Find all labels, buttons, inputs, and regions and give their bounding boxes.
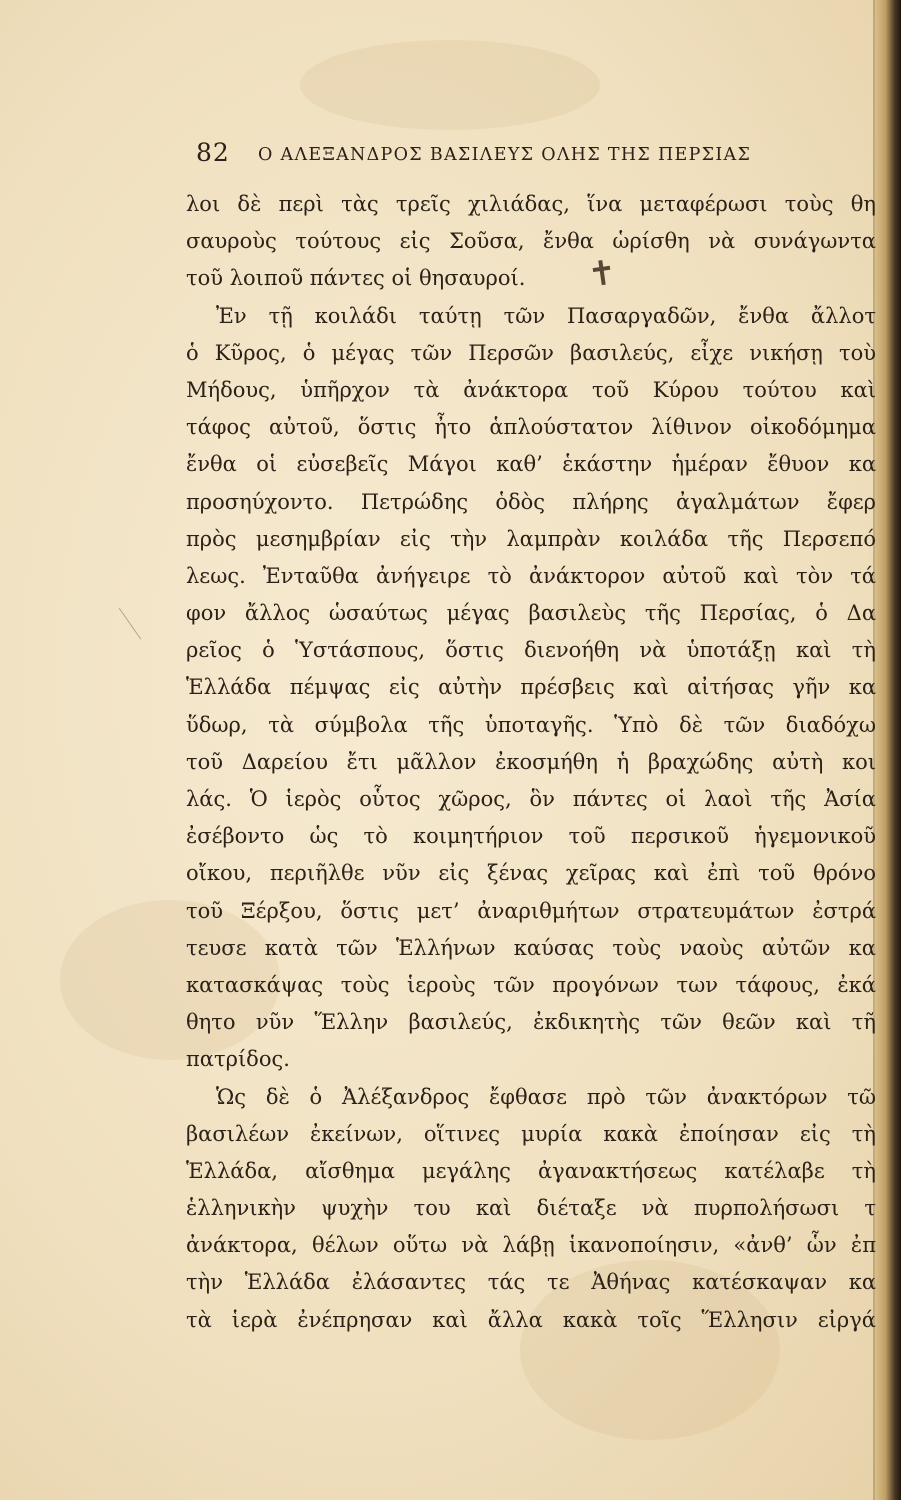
text-line: Ὡς δὲ ὁ Ἀλέξανδρος ἔφθασε πρὸ τῶν ἀνακτόρων τῶ (216, 1084, 876, 1109)
text-line: τοῦ λοιποῦ πάντες οἱ θησαυροί. (186, 266, 526, 291)
text-line: Ἑλλάδα πέμψας εἰς αὐτὴν πρέσβεις καὶ αἰτήσας γῆν κα (186, 675, 876, 700)
text-line: λάς. Ὁ ἱερὸς οὗτος χῶρος, ὃν πάντες οἱ λαοὶ τῆς Ἀσία (186, 787, 876, 811)
text-line: ἑλληνικὴν ψυχὴν του καὶ διέταξε νὰ πυρπολήσωσι τ (186, 1196, 876, 1221)
text-line: τοῦ Ξέρξου, ὅστις μετ’ ἀναριθμήτων στρατευμάτων ἐστρά (186, 898, 876, 923)
text-line: βασιλέων ἐκείνων, οἵτινες μυρία κακὰ ἐποίησαν εἰς τὴ (186, 1121, 876, 1146)
text-line: προσηύχοντο. Πετρώδης ὁδὸς πλήρης ἀγαλμάτων ἔφερ (186, 489, 876, 514)
text-line: τευσε κατὰ τῶν Ἑλλήνων καύσας τοὺς ναοὺς αὐτῶν κα (186, 935, 876, 960)
text-line: ἐσέβοντο ὡς τὸ κοιμητήριον τοῦ περσικοῦ ἡγεμονικοῦ (186, 824, 876, 849)
book-spine-edge (875, 0, 901, 1500)
pencil-stroke-mark (119, 599, 155, 640)
text-line: ρεῖος ὁ Ὑστάσπους, ὅστις διενοήθη νὰ ὑποτάξῃ καὶ τὴ (186, 638, 876, 663)
text-line: τὴν Ἑλλάδα ἐλάσαντες τάς τε Ἀθήνας κατέσκαψαν κα (186, 1270, 876, 1295)
text-line: τὰ ἱερὰ ἐνέπρησαν καὶ ἄλλα κακὰ τοῖς Ἕλλησιν εἰργά (186, 1307, 876, 1332)
running-head: Ο ΑΛΕΞΑΝΔΡΟΣ ΒΑΣΙΛΕΥΣ ΟΛΗΣ ΤΗΣ ΠΕΡΣΙΑΣ (258, 145, 752, 165)
text-line: ὁ Κῦρος, ὁ μέγας τῶν Περσῶν βασιλεύς, εἶχε νικήσῃ τοὺ (186, 340, 876, 365)
text-line: ἔνθα οἱ εὐσεβεῖς Μάγοι καθ’ ἑκάστην ἡμέραν ἔθυον κα (186, 452, 876, 477)
page-header (196, 138, 856, 174)
text-line: Μήδους, ὑπῆρχον τὰ ἀνάκτορα τοῦ Κύρου τούτου καὶ (186, 377, 876, 402)
text-line: θητο νῦν Ἕλλην βασιλεύς, ἐκδικητὴς τῶν θεῶν καὶ τῆ (186, 1010, 876, 1035)
paper-stain (300, 40, 600, 130)
text-line: φον ἄλλος ὡσαύτως μέγας βασιλεὺς τῆς Περσίας, ὁ Δα (186, 601, 876, 626)
text-line: λεως. Ἐνταῦθα ἀνήγειρε τὸ ἀνάκτορον αὐτοῦ καὶ τὸν τά (186, 563, 876, 588)
text-body (186, 186, 876, 1339)
text-line: πρὸς μεσημβρίαν εἰς τὴν λαμπρὰν κοιλάδα τῆς Περσεπό (186, 526, 876, 551)
text-line: Ἑλλάδα, αἴσθημα μεγάλης ἀγανακτήσεως κατέλαβε τὴ (186, 1158, 876, 1183)
text-line: Ἐν τῇ κοιλάδι ταύτῃ τῶν Πασαργαδῶν, ἔνθα ἄλλοτ (216, 303, 876, 328)
handwritten-cross-mark: ✝ (585, 252, 620, 296)
page-number: 82 (196, 138, 230, 167)
text-line: ἀνάκτορα, θέλων οὕτω νὰ λάβῃ ἱκανοποίησιν, «ἀνθ’ ὧν ἐπ (186, 1233, 876, 1258)
text-line: ὕδωρ, τὰ σύμβολα τῆς ὑποταγῆς. Ὑπὸ δὲ τῶν διαδόχω (186, 712, 876, 737)
text-line: λοι δὲ περὶ τὰς τρεῖς χιλιάδας, ἵνα μεταφέρωσι τοὺς θη (186, 192, 876, 216)
text-line: πατρίδος. (186, 1047, 290, 1072)
text-line: τάφος αὐτοῦ, ὅστις ἦτο ἁπλούστατον λίθινον οἰκοδόμημα (186, 415, 876, 440)
text-line: τοῦ Δαρείου ἔτι μᾶλλον ἐκοσμήθη ἡ βραχώδης αὐτὴ κοι (186, 749, 876, 774)
text-line: κατασκάψας τοὺς ἱεροὺς τῶν προγόνων των τάφους, ἐκά (186, 972, 876, 997)
text-line: οἴκου, περιῆλθε νῦν εἰς ξένας χεῖρας καὶ ἐπὶ τοῦ θρόνο (186, 861, 876, 886)
text-line: σαυροὺς τούτους εἰς Σοῦσα, ἔνθα ὡρίσθη νὰ συνάγωντα (186, 229, 876, 254)
